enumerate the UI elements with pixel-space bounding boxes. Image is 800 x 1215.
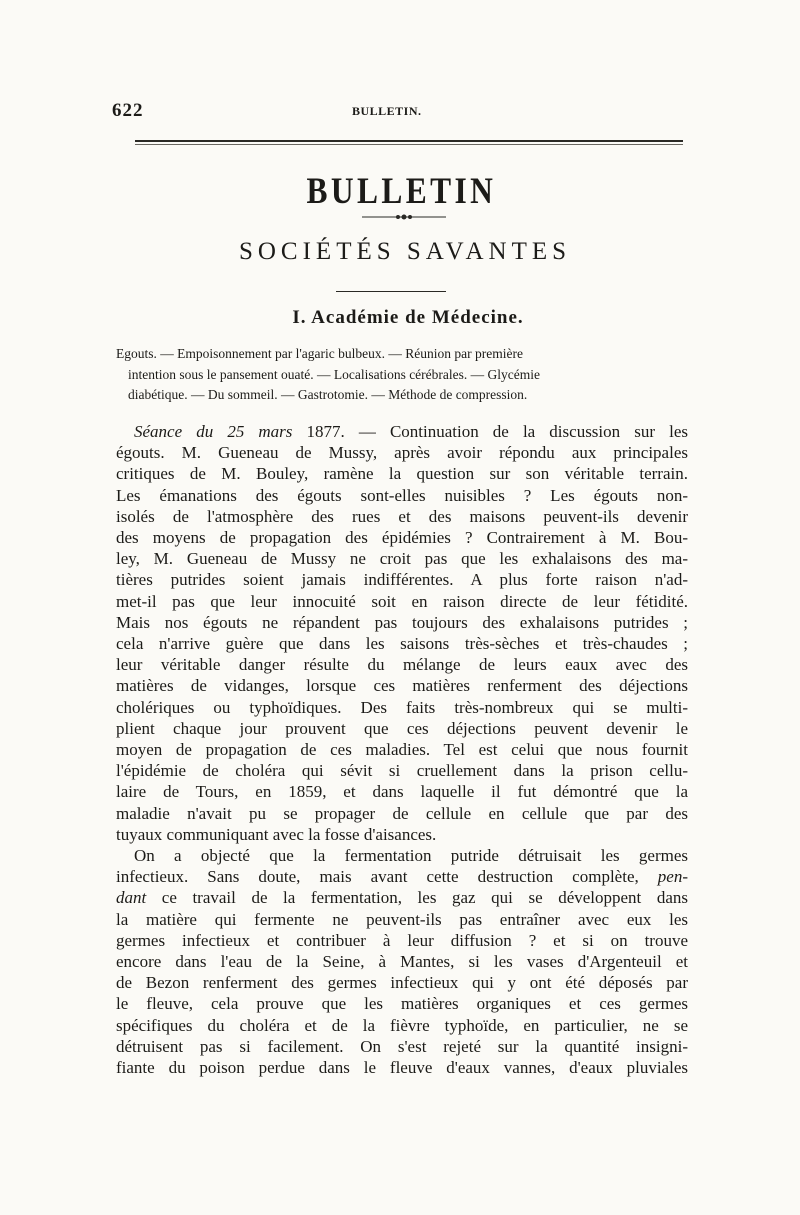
page-number: 622: [112, 100, 144, 121]
subsection-title: I. Académie de Médecine.: [292, 307, 524, 328]
body-line: matières de vidanges, lorsque ces matières renferment des déjections: [116, 676, 688, 696]
body-line: critiques de M. Bouley, ramène la question sur son véritable terrain.: [116, 464, 688, 484]
body-line: détruisent pas si facilement. On s'est rejeté sur la quantité insigni-: [116, 1036, 688, 1056]
section-title: SOCIÉTÉS SAVANTES: [238, 238, 572, 265]
summary-block: [116, 344, 688, 406]
body-line: isolés de l'atmosphère des rues et des maisons peuvent-ils devenir: [116, 506, 688, 526]
body-line: moyen de propagation de ces maladies. Tel est celui que nous fournit: [116, 740, 688, 760]
body-line: plient chaque jour prouvent que ces déjections peuvent devenir le: [116, 718, 688, 738]
seance-text: 1877. — Continuation de la discussion sur les: [292, 422, 688, 441]
seance-date: Séance du 25 mars: [134, 422, 293, 441]
body-line: de Bezon renferment des germes infectieux qui y ont été déposés par: [116, 973, 688, 993]
body-line-with-italic: [116, 887, 688, 908]
body-line: met-il pas que leur innocuité soit en raison directe de leur fétidité.: [116, 591, 688, 611]
main-title: BULLETIN: [306, 171, 497, 212]
body-line: Mais nos égouts ne répandent pas toujours des exhalaisons putrides ;: [116, 612, 688, 632]
article-body: [116, 421, 688, 1078]
body-line: laire de Tours, en 1859, et dans laquelle il fut démontré que la: [116, 782, 688, 802]
body-text-run: ce travail de la fermentation, les gaz qui se développent dans: [146, 888, 688, 908]
body-line: On a objecté que la fermentation putride détruisait les germes: [134, 846, 688, 866]
italic-word: dant: [116, 888, 147, 908]
body-line: des moyens de propagation des épidémies ? Contrairement à M. Bou-: [116, 528, 688, 548]
running-head: [112, 100, 684, 124]
body-line: fiante du poison perdue dans le fleuve d'eaux vannes, d'eaux pluviales: [116, 1058, 688, 1078]
summary-line: diabétique. — Du sommeil. — Gastrotomie. — Méthode de compression.: [128, 387, 528, 402]
body-line: ley, M. Gueneau de Mussy ne croit pas que les exhalaisons des ma-: [116, 549, 688, 569]
body-line: germes infectieux et contribuer à leur diffusion ? et si on trouve: [116, 930, 688, 950]
section-rule: [336, 291, 446, 292]
running-title: BULLETIN.: [352, 104, 422, 118]
body-line: tuyaux communiquant avec la fosse d'aisances.: [116, 824, 437, 844]
header-rule: [135, 140, 683, 142]
body-line: la matière qui fermente ne peuvent-ils pas entraîner avec eux les: [116, 909, 688, 929]
italic-word: pen-: [657, 867, 689, 887]
body-line: égouts. M. Gueneau de Mussy, après avoir répondu aux principales: [116, 443, 688, 463]
body-line-seance: [116, 421, 688, 442]
body-line: leur véritable danger résulte du mélange de leurs eaux avec des: [116, 655, 688, 675]
summary-line: Egouts. — Empoisonnement par l'agaric bulbeux. — Réunion par première: [116, 346, 523, 361]
body-line: cela n'arrive guère que dans les saisons très-sèches et très-chaudes ;: [116, 634, 688, 654]
header-rule-thin: [135, 144, 683, 145]
body-text-run: infectieux. Sans doute, mais avant cette destruction complète,: [116, 867, 639, 887]
ornament-divider: [362, 214, 446, 220]
body-line: tières putrides soient jamais indifférentes. A plus forte raison n'ad-: [116, 570, 688, 590]
body-line: le fleuve, cela prouve que les matières organiques et ces germes: [116, 994, 688, 1014]
body-line: cholériques ou typhoïdiques. Des faits très-nombreux qui se multi-: [116, 697, 688, 717]
body-line-with-italic: [116, 866, 688, 887]
body-line: spécifiques du choléra et de la fièvre typhoïde, en particulier, ne se: [116, 1015, 688, 1035]
body-line: Les émanations des égouts sont-elles nuisibles ? Les égouts non-: [116, 485, 688, 505]
summary-line: intention sous le pansement ouaté. — Localisations cérébrales. — Glycémie: [128, 366, 541, 382]
body-line: maladie n'avait pu se propager de cellule en cellule que par des: [116, 803, 688, 823]
body-line: encore dans l'eau de la Seine, à Mantes, si les vases d'Argenteuil et: [116, 952, 688, 972]
body-line: l'épidémie de choléra qui sévit si cruellement dans la prison cellu-: [116, 761, 688, 781]
